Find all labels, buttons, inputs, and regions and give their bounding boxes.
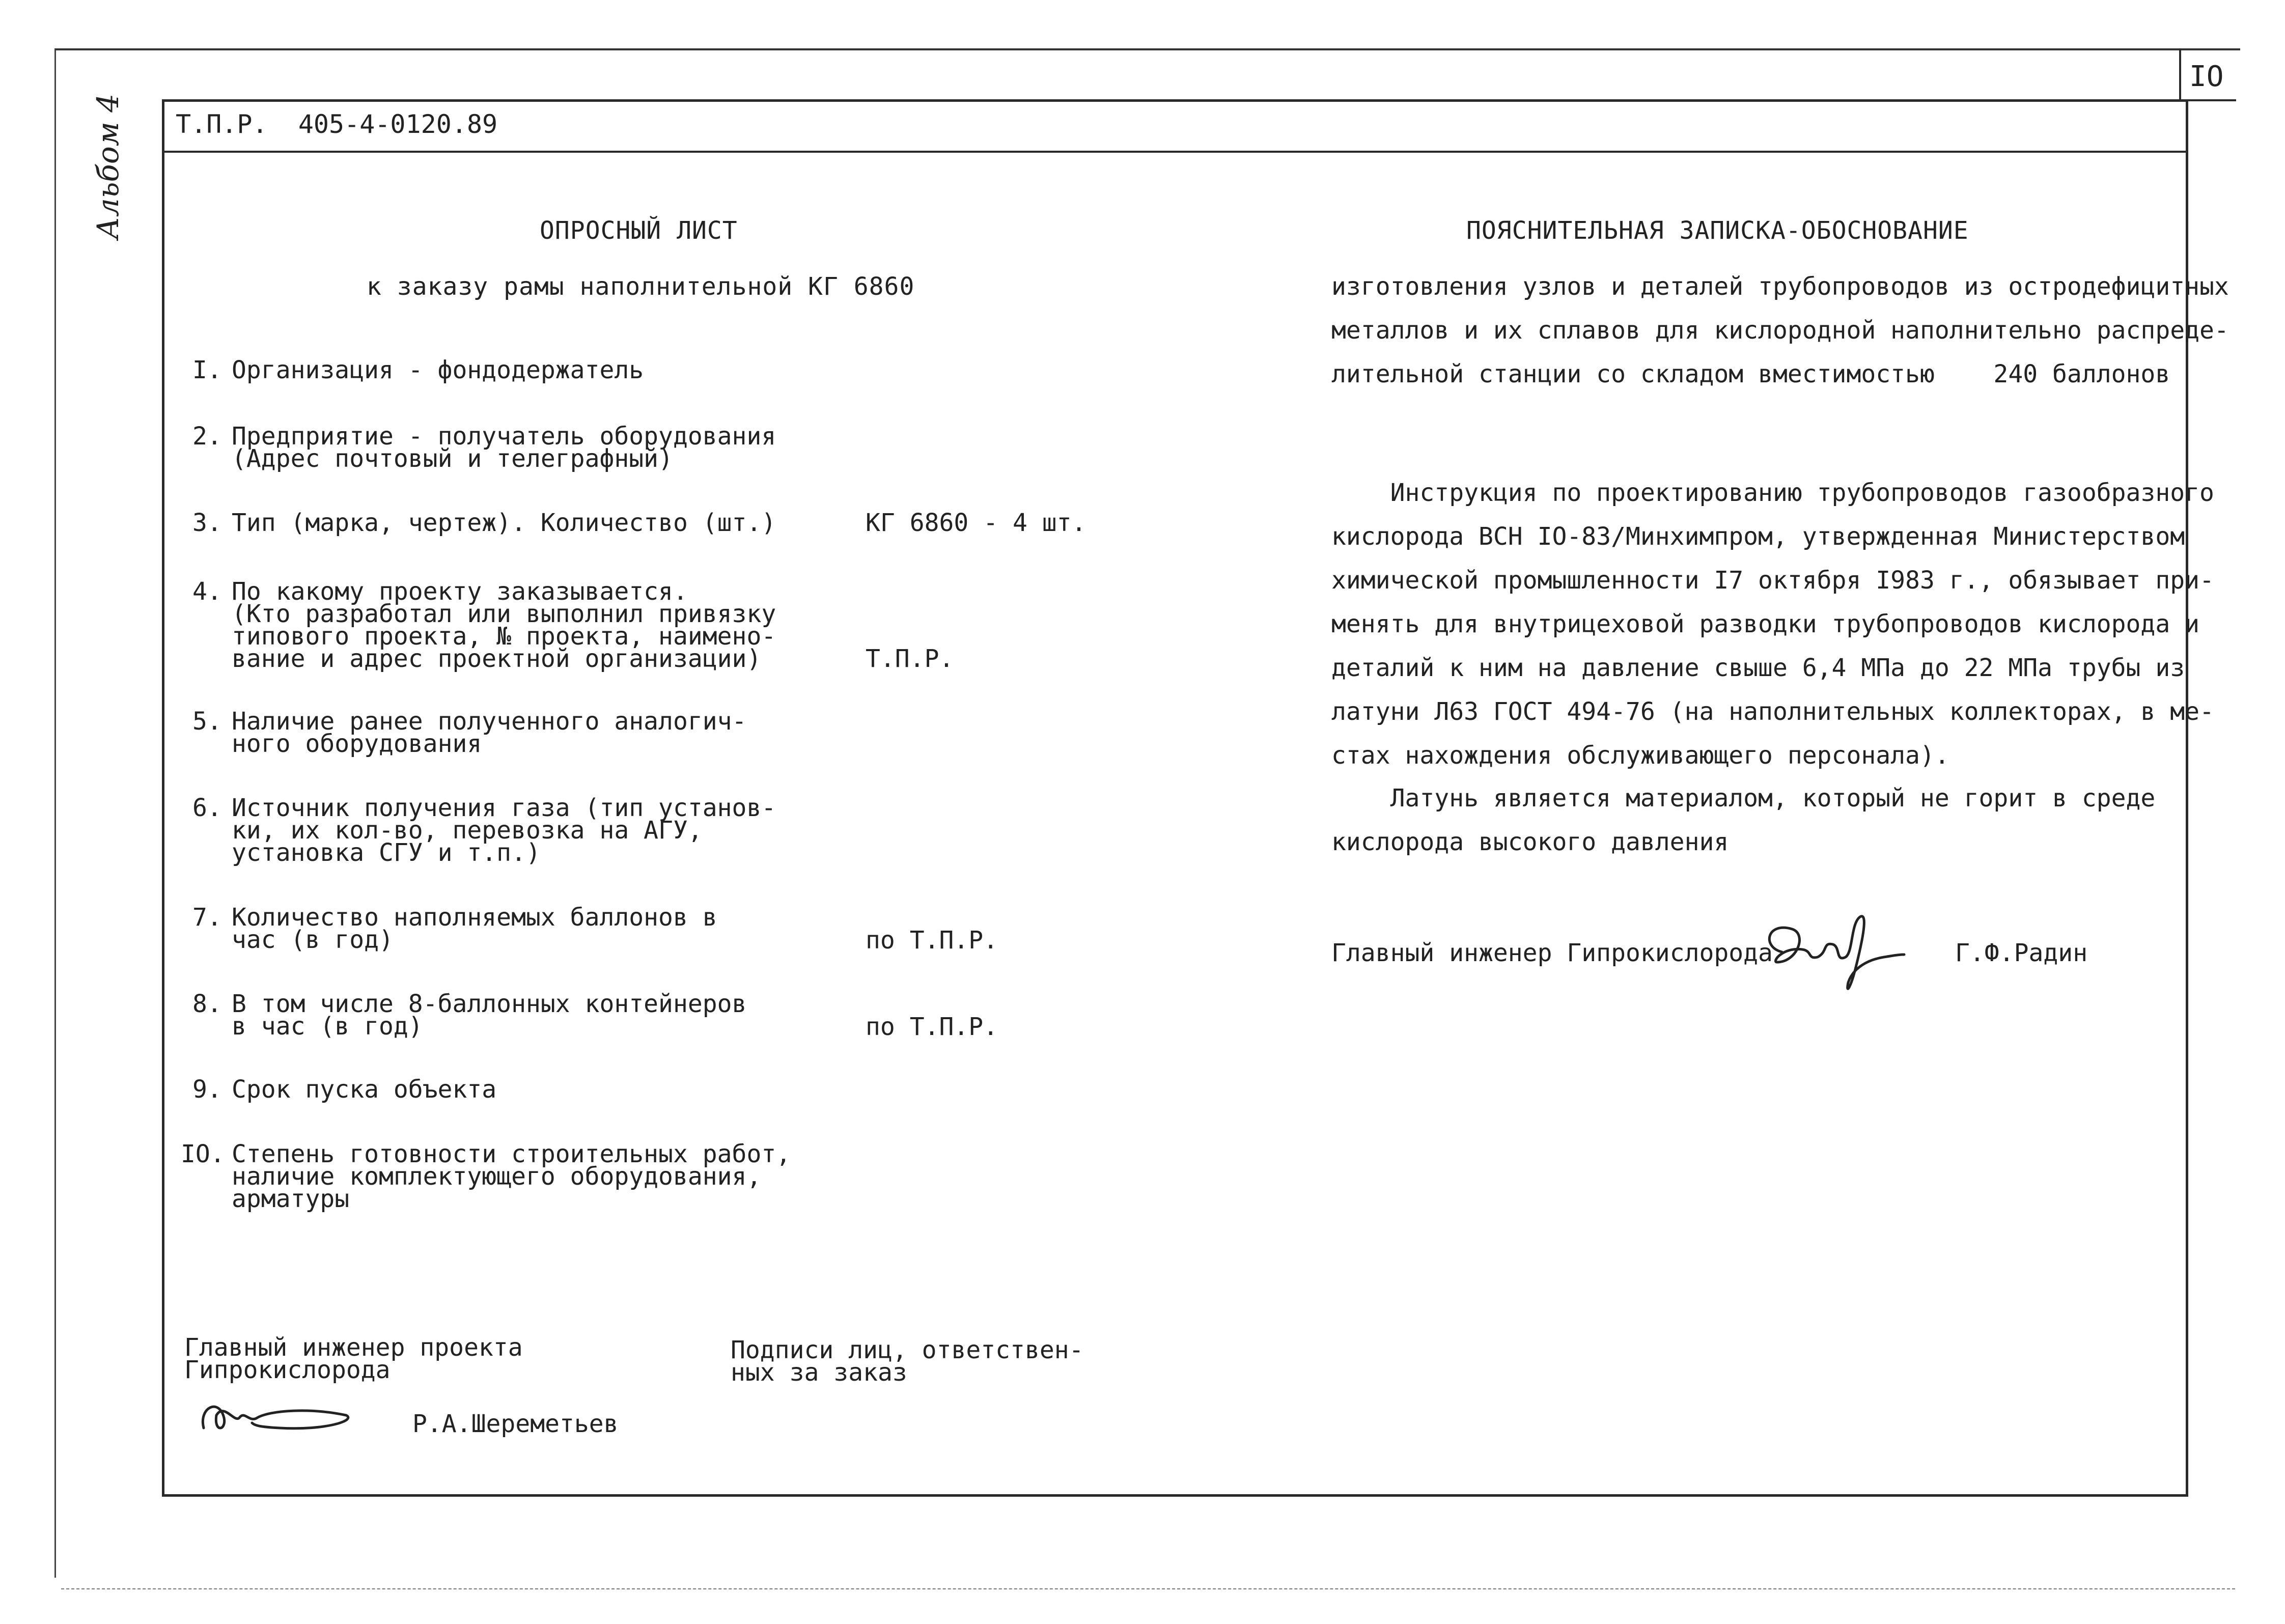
item-number: 2. [192, 422, 222, 451]
left-title: ОПРОСНЫЙ ЛИСТ [540, 216, 738, 245]
header-divider [162, 151, 2186, 153]
item-text: Источник получения газа (тип установ- ки, их кол-во, перевозка на АГУ, установка СГУ и т.п.) [232, 794, 776, 867]
item-number: IO. [181, 1140, 225, 1168]
responsible-signatures-label: Подписи лиц, ответствен- ных за заказ [731, 1336, 1084, 1387]
item-text: Степень готовности строительных работ, наличие комплектующего оборудования, арматуры [232, 1140, 791, 1213]
item-value: КГ 6860 - 4 шт. [866, 509, 1086, 537]
item-text: Количество наполняемых баллонов в час (в год) [232, 903, 717, 954]
item-number: 9. [192, 1075, 222, 1104]
item-number: 8. [192, 990, 222, 1018]
item-number: 6. [192, 794, 222, 822]
chief-engineer-project-label: Главный инженер проекта Гипрокислорода [184, 1333, 523, 1384]
signature-scribble-left [193, 1387, 361, 1443]
item-text: В том числе 8-баллонных контейнеров в час (в год) [232, 990, 747, 1041]
chief-engineer-project-name: Р.А.Шереметьев [412, 1410, 619, 1438]
right-title: ПОЯСНИТЕЛЬНАЯ ЗАПИСКА-ОБОСНОВАНИЕ [1466, 216, 1969, 245]
page-number: IO [2189, 60, 2224, 93]
item-text: Организация - фондодержатель [232, 356, 644, 384]
item-text: Тип (марка, чертеж). Количество (шт.) [232, 509, 776, 537]
signature-scribble-right [1751, 901, 1914, 1003]
item-number: 5. [192, 707, 222, 736]
item-value: Т.П.Р. [866, 645, 954, 673]
bottom-dashed-line [61, 1588, 2235, 1589]
chief-engineer-label: Главный инженер Гипрокислорода [1331, 939, 1773, 967]
item-number: 7. [192, 903, 222, 932]
item-text: Срок пуска объекта [232, 1075, 497, 1104]
left-subtitle: к заказу рамы наполнительной КГ 6860 [367, 272, 915, 301]
side-note: Альбом 4 [91, 93, 125, 239]
item-value: по Т.П.Р. [866, 926, 998, 955]
item-number: 3. [192, 509, 222, 537]
chief-engineer-name: Г.Ф.Радин [1955, 939, 2088, 967]
item-text: Предприятие - получатель оборудования (Адрес почтовый и телеграфный) [232, 422, 776, 473]
item-value: по Т.П.Р. [866, 1013, 998, 1041]
item-text: Наличие ранее полученного аналогич- ного оборудования [232, 707, 747, 758]
right-paragraph-1: изготовления узлов и деталей трубопроводов из остродефицитных металлов и их сплавов для кислородной наполнительно распреде- лительной станции со складом вместимостью 240 баллонов [1331, 272, 2229, 388]
right-paragraph-2: Инструкция по проектированию трубопроводов газообразного кислорода ВСН IO-83/Минхимпром, утвержденная Министерством химической промышленности I7 октября I983 г., обязывает при- менять для внутрицеховой разводки трубопроводов кислорода и деталий к ним на давление свыше 6,4 МПа до 22 МПа трубы из латуни Л63 ГОСТ 494-76 (на наполнительных коллекторах, в ме- стах нахождения обслуживающего персонала). [1331, 479, 2214, 770]
item-text: По какому проекту заказывается. (Кто разработал или выполнил привязку типового проекта, № проекта, наимено- вание и адрес проектной организации) [232, 577, 776, 673]
item-number: I. [192, 356, 222, 384]
document-code: Т.П.Р. 405-4-0120.89 [176, 109, 498, 139]
right-paragraph-3: Латунь является материалом, который не горит в среде кислорода высокого давления [1331, 784, 2156, 856]
item-number: 4. [192, 577, 222, 606]
